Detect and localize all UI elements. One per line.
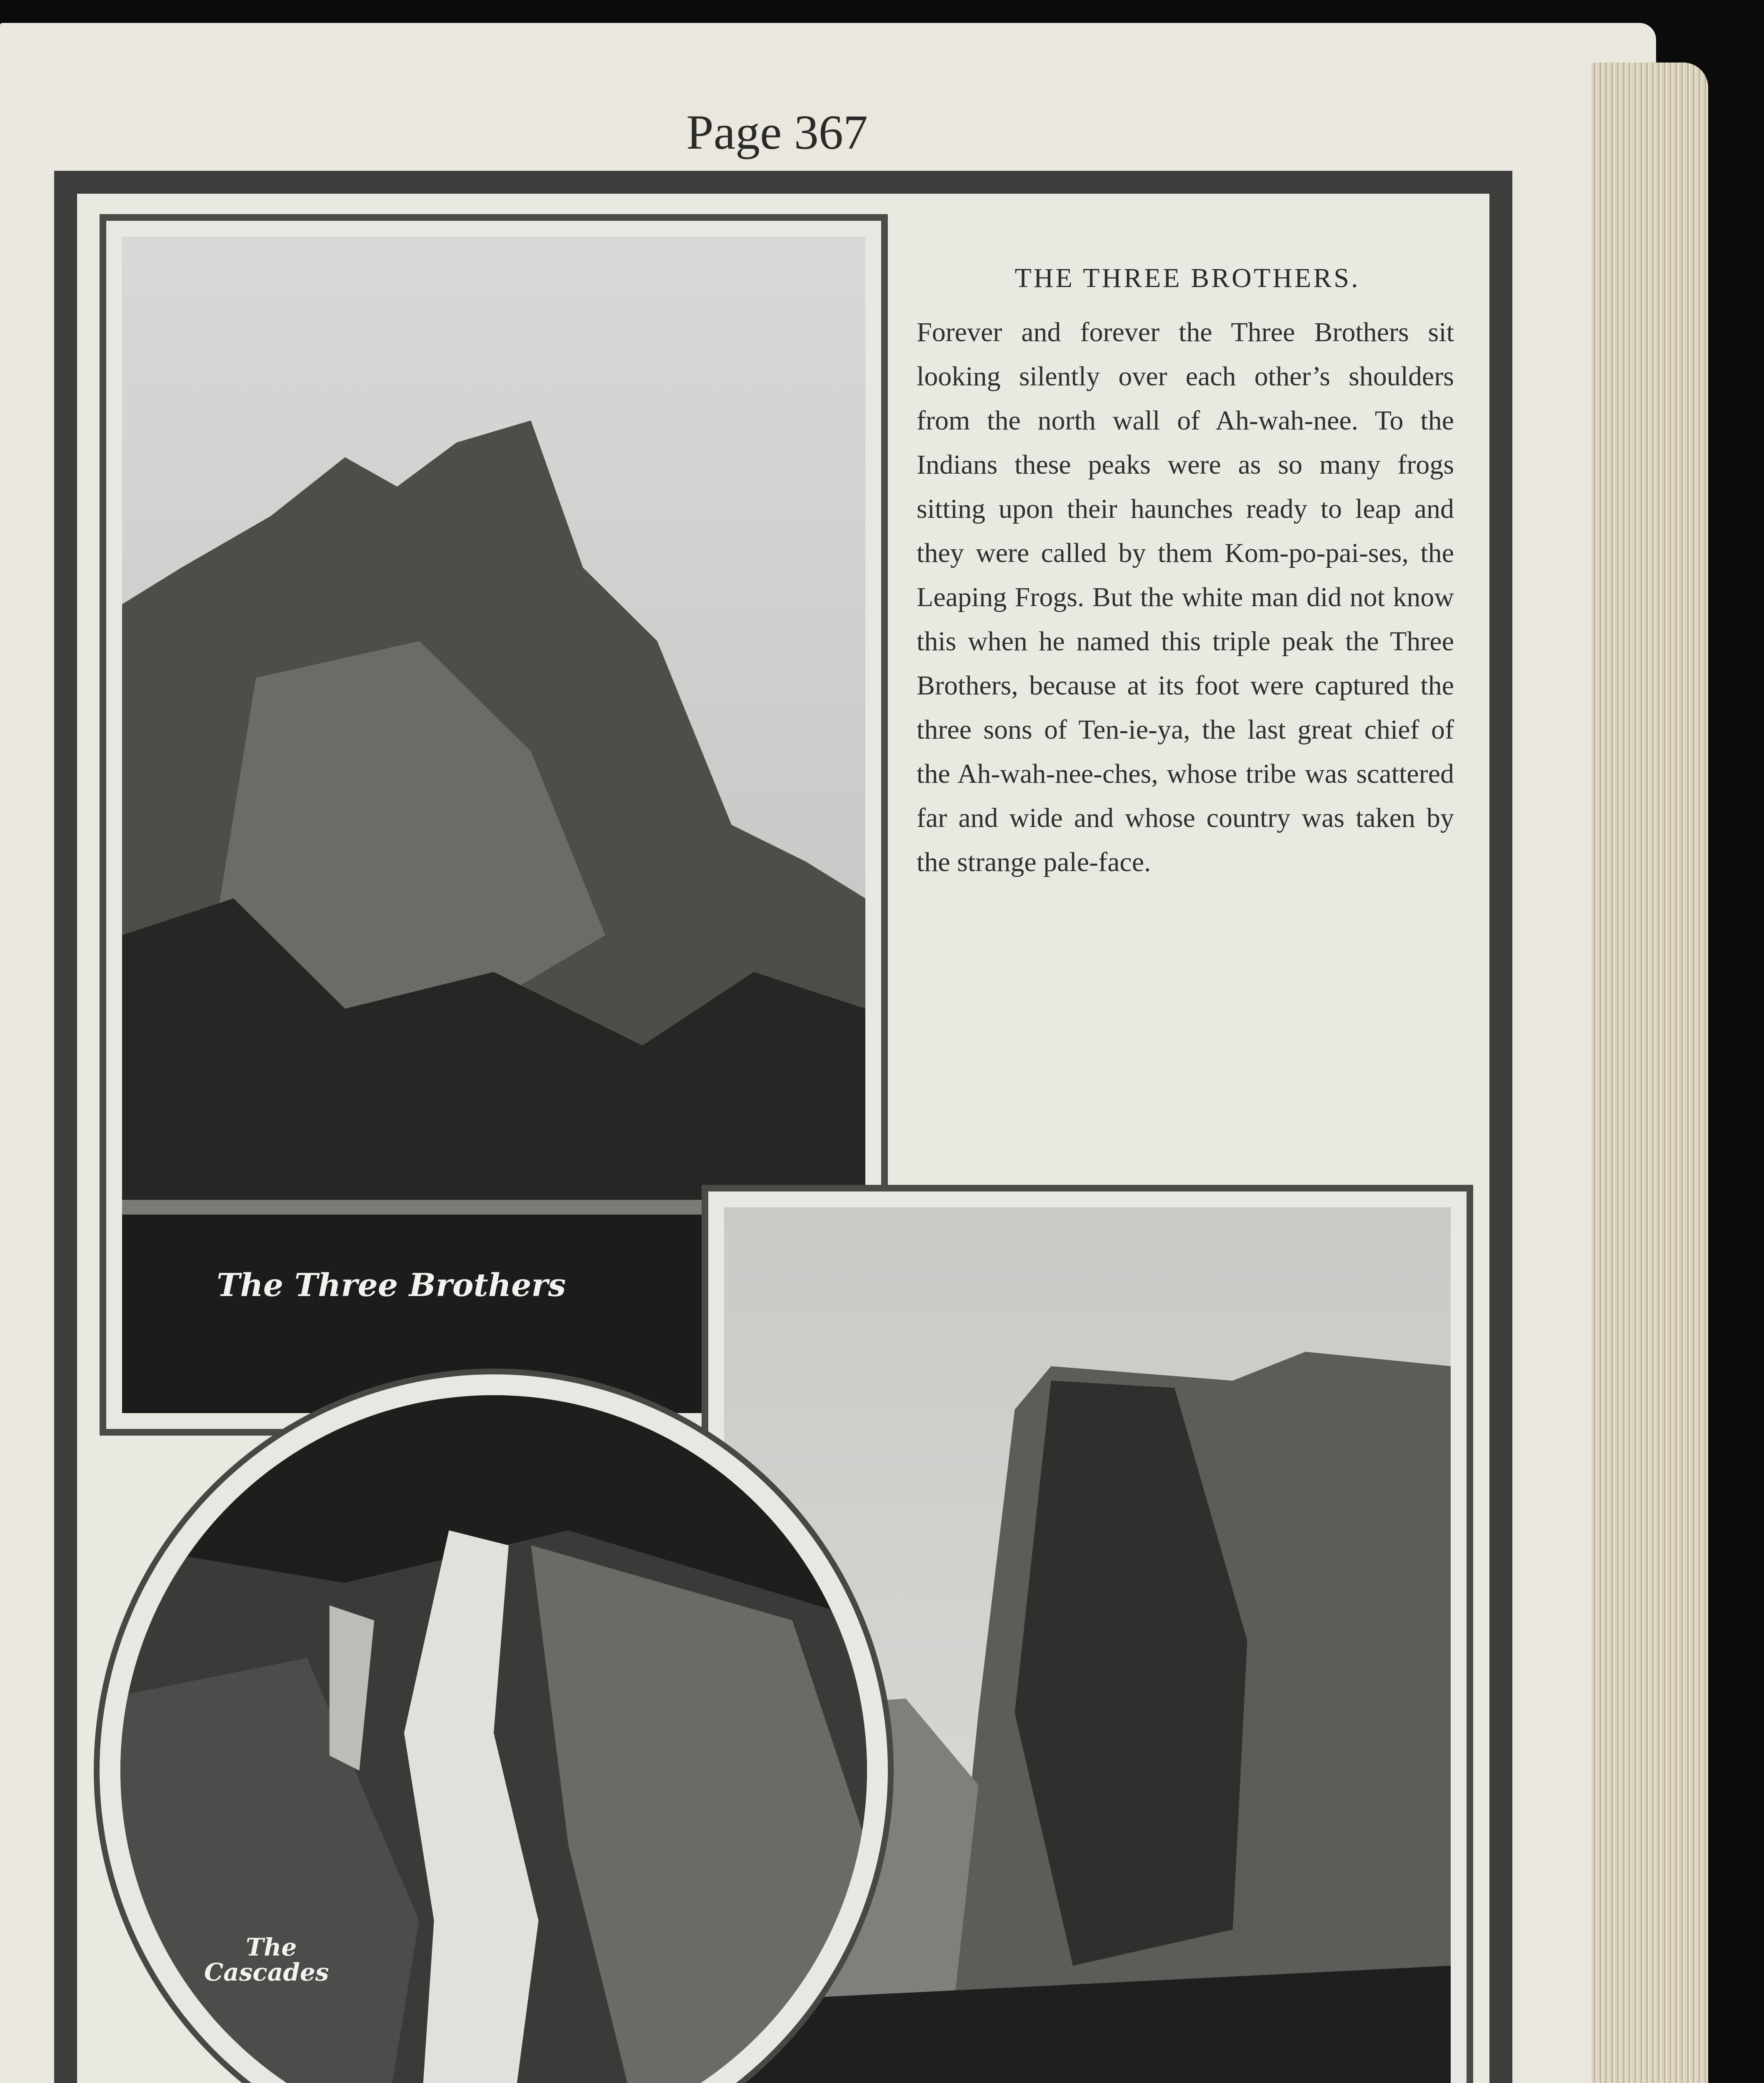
three-brothers-body: Forever and forever the Three Brothers sit looking silently over each other’s shoulders from the north wall of Ah-wah-nee. To the Indians these peaks were as so many frogs sitting upon their haunches ready to leap and they were called by them Kom-po-pai-ses, the Leaping Frogs. But the white man did not know this when he named this triple peak the Three Brothers, because at its foot were captured the three sons of Ten-ie-ya, the last great chief of the Ah-wah-nee-ches, whose tribe was scattered far and wide and whose country was taken by the strange pale-face. [917, 317, 1454, 877]
page-edges [1592, 62, 1708, 2083]
page-number: Page 367 [686, 105, 868, 160]
cascades-caption-line2: Cascades [204, 1958, 329, 1986]
three-brothers-caption: The Three Brothers [217, 1266, 566, 1304]
three-brothers-heading: THE THREE BROTHERS. [1014, 263, 1360, 293]
cascades-caption-line1: The [246, 1933, 297, 1961]
